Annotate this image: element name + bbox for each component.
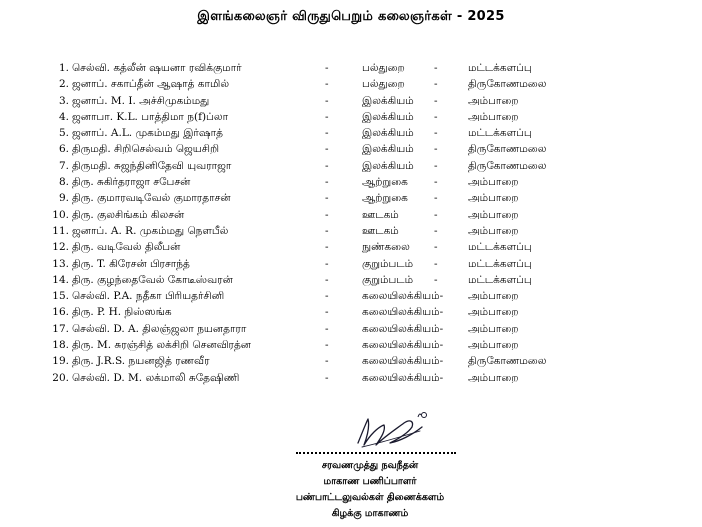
awardee-number: 20. (52, 371, 69, 384)
separator-dash: - (325, 322, 329, 335)
handwritten-signature (340, 405, 440, 455)
separator-dash: - (434, 62, 438, 74)
separator-dash: - (325, 127, 329, 140)
signatory-department: பண்பாட்டலுவல்கள் திணைக்களம் (295, 492, 445, 503)
awardee-name: திருமதி. சிறிசெல்வம் ஜெயசிறி (72, 143, 220, 156)
awardee-name: ஜனாப். A.L. முகம்மது இர்ஷாத் (72, 127, 223, 140)
awardee-number: 10. (52, 208, 69, 221)
awardee-row (52, 256, 692, 272)
separator-dash: - (325, 355, 329, 368)
separator-dash: - (325, 241, 329, 254)
separator-dash: - (434, 127, 438, 140)
awardee-number: 16. (52, 306, 69, 319)
awardee-row (52, 141, 692, 157)
awardee-field: ஆற்றுகை (362, 192, 408, 205)
awardee-name: திரு. சுகிர்தராஜா சபேசன் (72, 176, 191, 189)
separator-dash: - (434, 192, 438, 205)
awardee-field: நுண்கலை (362, 241, 410, 254)
awardee-number: 11. (52, 224, 69, 237)
awardee-field: பல்துறை (362, 62, 405, 74)
awardee-field: இலக்கியம் (362, 127, 414, 140)
awardee-field: கலையிலக்கியம்- (362, 355, 444, 368)
awardee-field: கலையிலக்கியம்- (362, 322, 444, 335)
awardee-place: அம்பாறை (468, 208, 519, 221)
awardee-field: குறும்படம் (362, 273, 414, 286)
awardee-row (52, 223, 692, 239)
awardee-name: திரு. குலசிங்கம் கிலசன் (72, 208, 185, 221)
awardee-row (52, 353, 692, 369)
awardee-field: ஆற்றுகை (362, 176, 408, 189)
awardee-name: திரு. குழந்தைவேல் கோடீஸ்வரன் (72, 273, 233, 286)
awardee-number: 15. (52, 290, 69, 303)
awardee-place: மட்டக்களப்பு (468, 241, 532, 254)
awardee-row (52, 174, 692, 190)
awardee-number: 9. (58, 192, 69, 205)
awardee-field: இலக்கியம் (362, 159, 414, 172)
awardee-number: 3. (58, 94, 69, 107)
awardee-field: குறும்படம் (362, 257, 414, 270)
awardee-place: அம்பாறை (468, 371, 519, 384)
awardee-place: அம்பாறை (468, 322, 519, 335)
awardee-field: கலையிலக்கியம்- (362, 339, 444, 352)
awardee-name: ஜனாப். சகாப்தீன் ஆஷாத் காமில் (72, 78, 230, 91)
awardee-row (52, 239, 692, 255)
awardee-row (52, 288, 692, 304)
awardee-place: அம்பாறை (468, 290, 519, 303)
awardee-row (52, 109, 692, 125)
awardee-place: மட்டக்களப்பு (468, 127, 532, 140)
awardee-number: 8. (58, 176, 69, 189)
awardee-field: கலையிலக்கியம்- (362, 371, 444, 384)
separator-dash: - (325, 339, 329, 352)
awardee-row (52, 321, 692, 337)
separator-dash: - (325, 208, 329, 221)
awardee-name: திரு. M. சுரஞ்சித் லக்சிறி செனவிரத்ன (72, 339, 251, 352)
awardee-field: ஊடகம் (362, 224, 399, 237)
awardee-row (52, 272, 692, 288)
awardee-name: திரு. T. கிரேசன் பிரசாந்த் (72, 257, 190, 270)
awardee-number: 18. (52, 339, 69, 352)
awardee-place: அம்பாறை (468, 339, 519, 352)
awardee-place: மட்டக்களப்பு (468, 62, 532, 74)
separator-dash: - (434, 94, 438, 107)
separator-dash: - (325, 110, 329, 123)
awardee-row (52, 190, 692, 206)
separator-dash: - (325, 306, 329, 319)
awardee-number: 17. (52, 322, 69, 335)
separator-dash: - (434, 159, 438, 172)
awardee-field: கலையிலக்கியம்- (362, 306, 444, 319)
awardee-field: கலையிலக்கியம்- (362, 290, 444, 303)
separator-dash: - (325, 257, 329, 270)
awardee-name: திரு. குமாரவடிவேல் குமாரதாசன் (72, 192, 231, 205)
awardee-place: மட்டக்களப்பு (468, 273, 532, 286)
signatory-name: சரவணமுத்து நவநீதன் (321, 460, 419, 471)
separator-dash: - (434, 224, 438, 237)
signature-line (296, 452, 456, 454)
awardee-number: 6. (58, 143, 69, 156)
awardee-field: ஊடகம் (362, 208, 399, 221)
awardee-number: 19. (52, 355, 69, 368)
separator-dash: - (325, 143, 329, 156)
separator-dash: - (325, 62, 329, 74)
awardee-row (52, 370, 692, 386)
page-title: இளங்கலைஞர் விருதுபெறும் கலைஞர்கள் - 2025 (197, 9, 505, 24)
separator-dash: - (325, 273, 329, 286)
awardee-place: திருகோணமலை (468, 78, 547, 91)
awardee-name: திருமதி. சுஜந்தினிதேவி யுவராஜா (72, 159, 232, 172)
separator-dash: - (325, 371, 329, 384)
separator-dash: - (434, 273, 438, 286)
awardee-place: திருகோணமலை (468, 143, 547, 156)
awardee-field: இலக்கியம் (362, 110, 414, 123)
awardee-number: 5. (58, 127, 69, 140)
awardee-number: 12. (52, 241, 69, 254)
awardee-field: பல்துறை (362, 78, 405, 91)
awardee-number: 14. (52, 273, 69, 286)
awardee-field: இலக்கியம் (362, 143, 414, 156)
awardee-place: திருகோணமலை (468, 355, 547, 368)
awardee-name: ஜனாப். A. R. முகம்மது நௌபீல் (72, 224, 229, 237)
awardee-row (52, 60, 692, 76)
awardee-row (52, 304, 692, 320)
awardee-place: திருகோணமலை (468, 159, 547, 172)
awardee-list (52, 60, 692, 386)
separator-dash: - (434, 257, 438, 270)
awardee-number: 7. (58, 159, 69, 172)
separator-dash: - (325, 94, 329, 107)
awardee-name: ஜனாப். M. I. அச்சிமுகம்மது (72, 94, 210, 107)
awardee-name: திரு. J.R.S. நயனஜித் ரணவீர (72, 355, 210, 368)
awardee-place: அம்பாறை (468, 110, 519, 123)
separator-dash: - (325, 224, 329, 237)
separator-dash: - (325, 78, 329, 91)
separator-dash: - (434, 78, 438, 91)
separator-dash: - (325, 176, 329, 189)
awardee-number: 13. (52, 257, 69, 270)
awardee-name: திரு. P. H. நிஸ்ஸங்க (72, 306, 172, 319)
awardee-field: இலக்கியம் (362, 94, 414, 107)
signatory-block (230, 458, 510, 522)
awardee-name: செல்வி. கத்லீன் ஷயனா ரவிக்குமார் (72, 62, 242, 74)
awardee-row (52, 125, 692, 141)
awardee-name: ஜனாபா. K.L. பாத்திமா ந(f)ப்லா (72, 110, 229, 123)
awardee-place: அம்பாறை (468, 306, 519, 319)
awardee-place: அம்பாறை (468, 224, 519, 237)
awardee-number: 1. (58, 62, 69, 74)
awardee-row (52, 76, 692, 92)
awardee-name: திரு. வடிவேல் திலீபன் (72, 241, 181, 254)
awardee-name: செல்வி. D. A. திலஞ்ஜலா நயனதாரா (72, 322, 247, 335)
awardee-row (52, 158, 692, 174)
signatory-province: கிழக்கு மாகாணம் (331, 508, 409, 519)
awardee-place: மட்டக்களப்பு (468, 257, 532, 270)
separator-dash: - (325, 290, 329, 303)
separator-dash: - (325, 192, 329, 205)
awardee-name: செல்வி. P.A. நதீகா பிரியதர்சினி (72, 290, 225, 303)
awardee-row (52, 93, 692, 109)
signatory-designation: மாகாண பணிப்பாளர் (323, 476, 417, 487)
separator-dash: - (434, 110, 438, 123)
separator-dash: - (434, 143, 438, 156)
awardee-place: அம்பாறை (468, 94, 519, 107)
separator-dash: - (434, 241, 438, 254)
separator-dash: - (325, 159, 329, 172)
awardee-name: செல்வி. D. M. லக்மாலி சுதேஷிணி (72, 371, 240, 384)
separator-dash: - (434, 208, 438, 221)
awardee-place: அம்பாறை (468, 176, 519, 189)
awardee-place: அம்பாறை (468, 192, 519, 205)
awardee-number: 2. (58, 78, 69, 91)
awardee-row (52, 207, 692, 223)
separator-dash: - (434, 176, 438, 189)
awardee-number: 4. (58, 110, 69, 123)
awardee-row (52, 337, 692, 353)
